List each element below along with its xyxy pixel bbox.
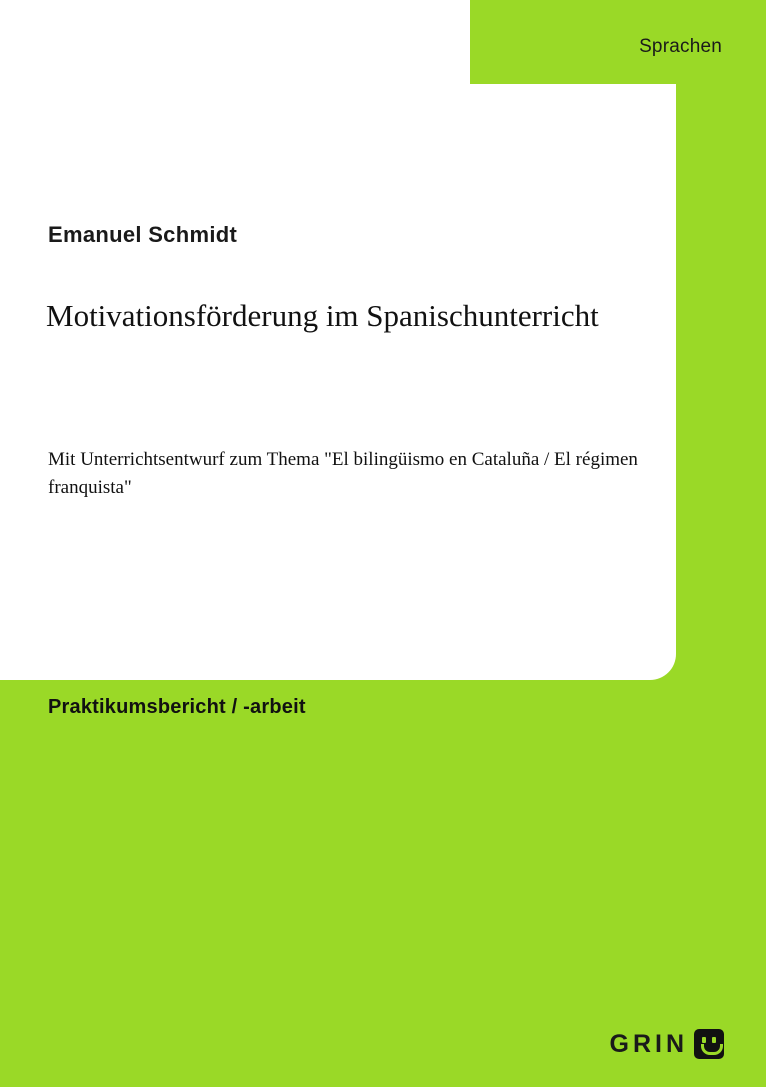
smiley-icon [694,1029,724,1059]
cover-white-card [0,84,676,680]
cover-top-left-block [0,0,470,84]
category-label: Sprachen [639,36,722,57]
author-name: Emanuel Schmidt [48,222,238,247]
subtitle: Mit Unterrichtsentwurf zum Thema "El bilingüismo en Cataluña / El régimen franquista" [48,449,638,498]
document-type-label: Praktikumsbericht / -arbeit [48,696,306,718]
publisher-name: GRIN [609,1029,688,1058]
grin-logo [610,1027,725,1061]
page-title: Motivationsförderung im Spanischunterricht [46,298,599,333]
